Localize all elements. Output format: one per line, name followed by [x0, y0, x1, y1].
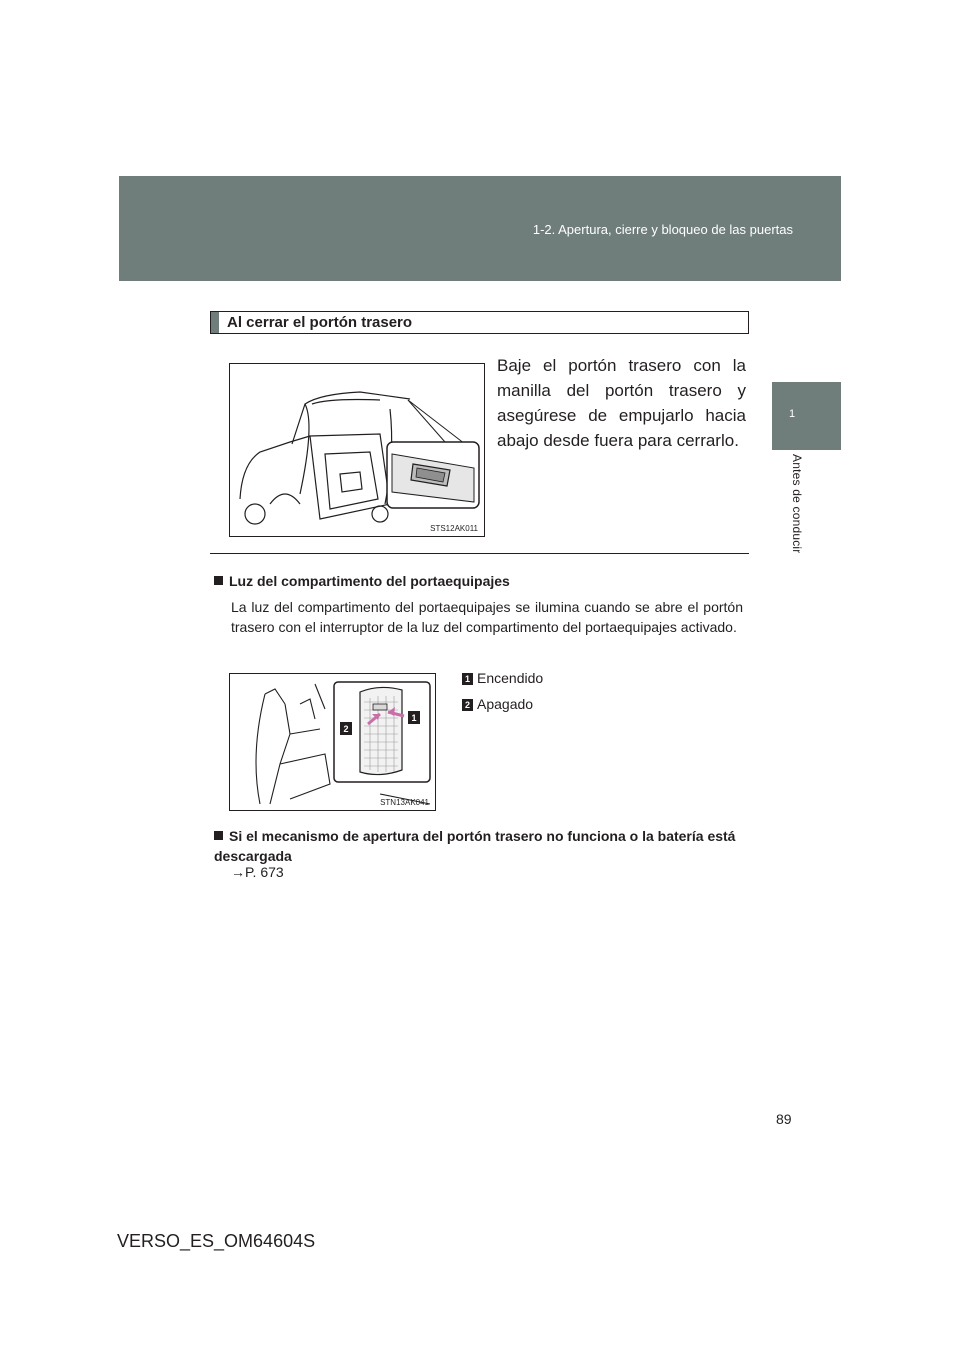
note-title: Si el mecanismo de apertura del portón trasero no funciona o la batería está descargada	[214, 828, 736, 864]
note-title: Luz del compartimento del portaequipajes	[229, 573, 510, 589]
note-heading-luggage-light	[214, 573, 510, 589]
number-badge: 2	[462, 699, 473, 711]
figure-code: STS12AK011	[430, 524, 478, 533]
section-heading	[210, 311, 749, 334]
bullet-square-icon	[214, 831, 223, 840]
note-heading-tailgate-failure	[214, 826, 744, 866]
bullet-square-icon	[214, 576, 223, 585]
legend-label: Encendido	[477, 670, 544, 686]
page-number: 89	[776, 1111, 792, 1127]
divider	[210, 553, 749, 554]
luggage-light-switch-drawing	[230, 674, 435, 810]
intro-paragraph: Baje el portón trasero con la manilla del portón trasero y asegúrese de empujarlo hacia abajo desde fuera para cerrarlo.	[497, 356, 746, 450]
page-reference: →P. 673	[231, 864, 284, 880]
figure-code: STN13AK041	[380, 798, 429, 807]
tailgate-closing-drawing	[230, 364, 484, 536]
legend-item-off	[462, 696, 533, 712]
chapter-label: Antes de conducir	[790, 454, 804, 554]
legend-label: Apagado	[477, 696, 534, 712]
heading-text: Al cerrar el portón trasero	[227, 314, 413, 331]
legend-item-on	[462, 670, 543, 686]
svg-text:2: 2	[343, 724, 349, 734]
header-band	[119, 176, 841, 281]
chapter-tab	[772, 382, 841, 450]
note-body-luggage-light: La luz del compartimento del portaequipajes se ilumina cuando se abre el portón trasero con el interruptor de la luz del compartimento del portaequipajes activado.	[231, 599, 743, 635]
section-title: 1-2. Apertura, cierre y bloqueo de las puertas	[532, 222, 793, 237]
heading-accent-bar	[211, 312, 219, 333]
tailgate-illustration	[229, 363, 485, 537]
svg-text:1: 1	[411, 713, 417, 723]
luggage-light-illustration	[229, 673, 436, 811]
footer-code: VERSO_ES_OM64604S	[117, 1231, 316, 1251]
chapter-number: 1	[788, 408, 796, 420]
number-badge: 1	[462, 673, 473, 685]
